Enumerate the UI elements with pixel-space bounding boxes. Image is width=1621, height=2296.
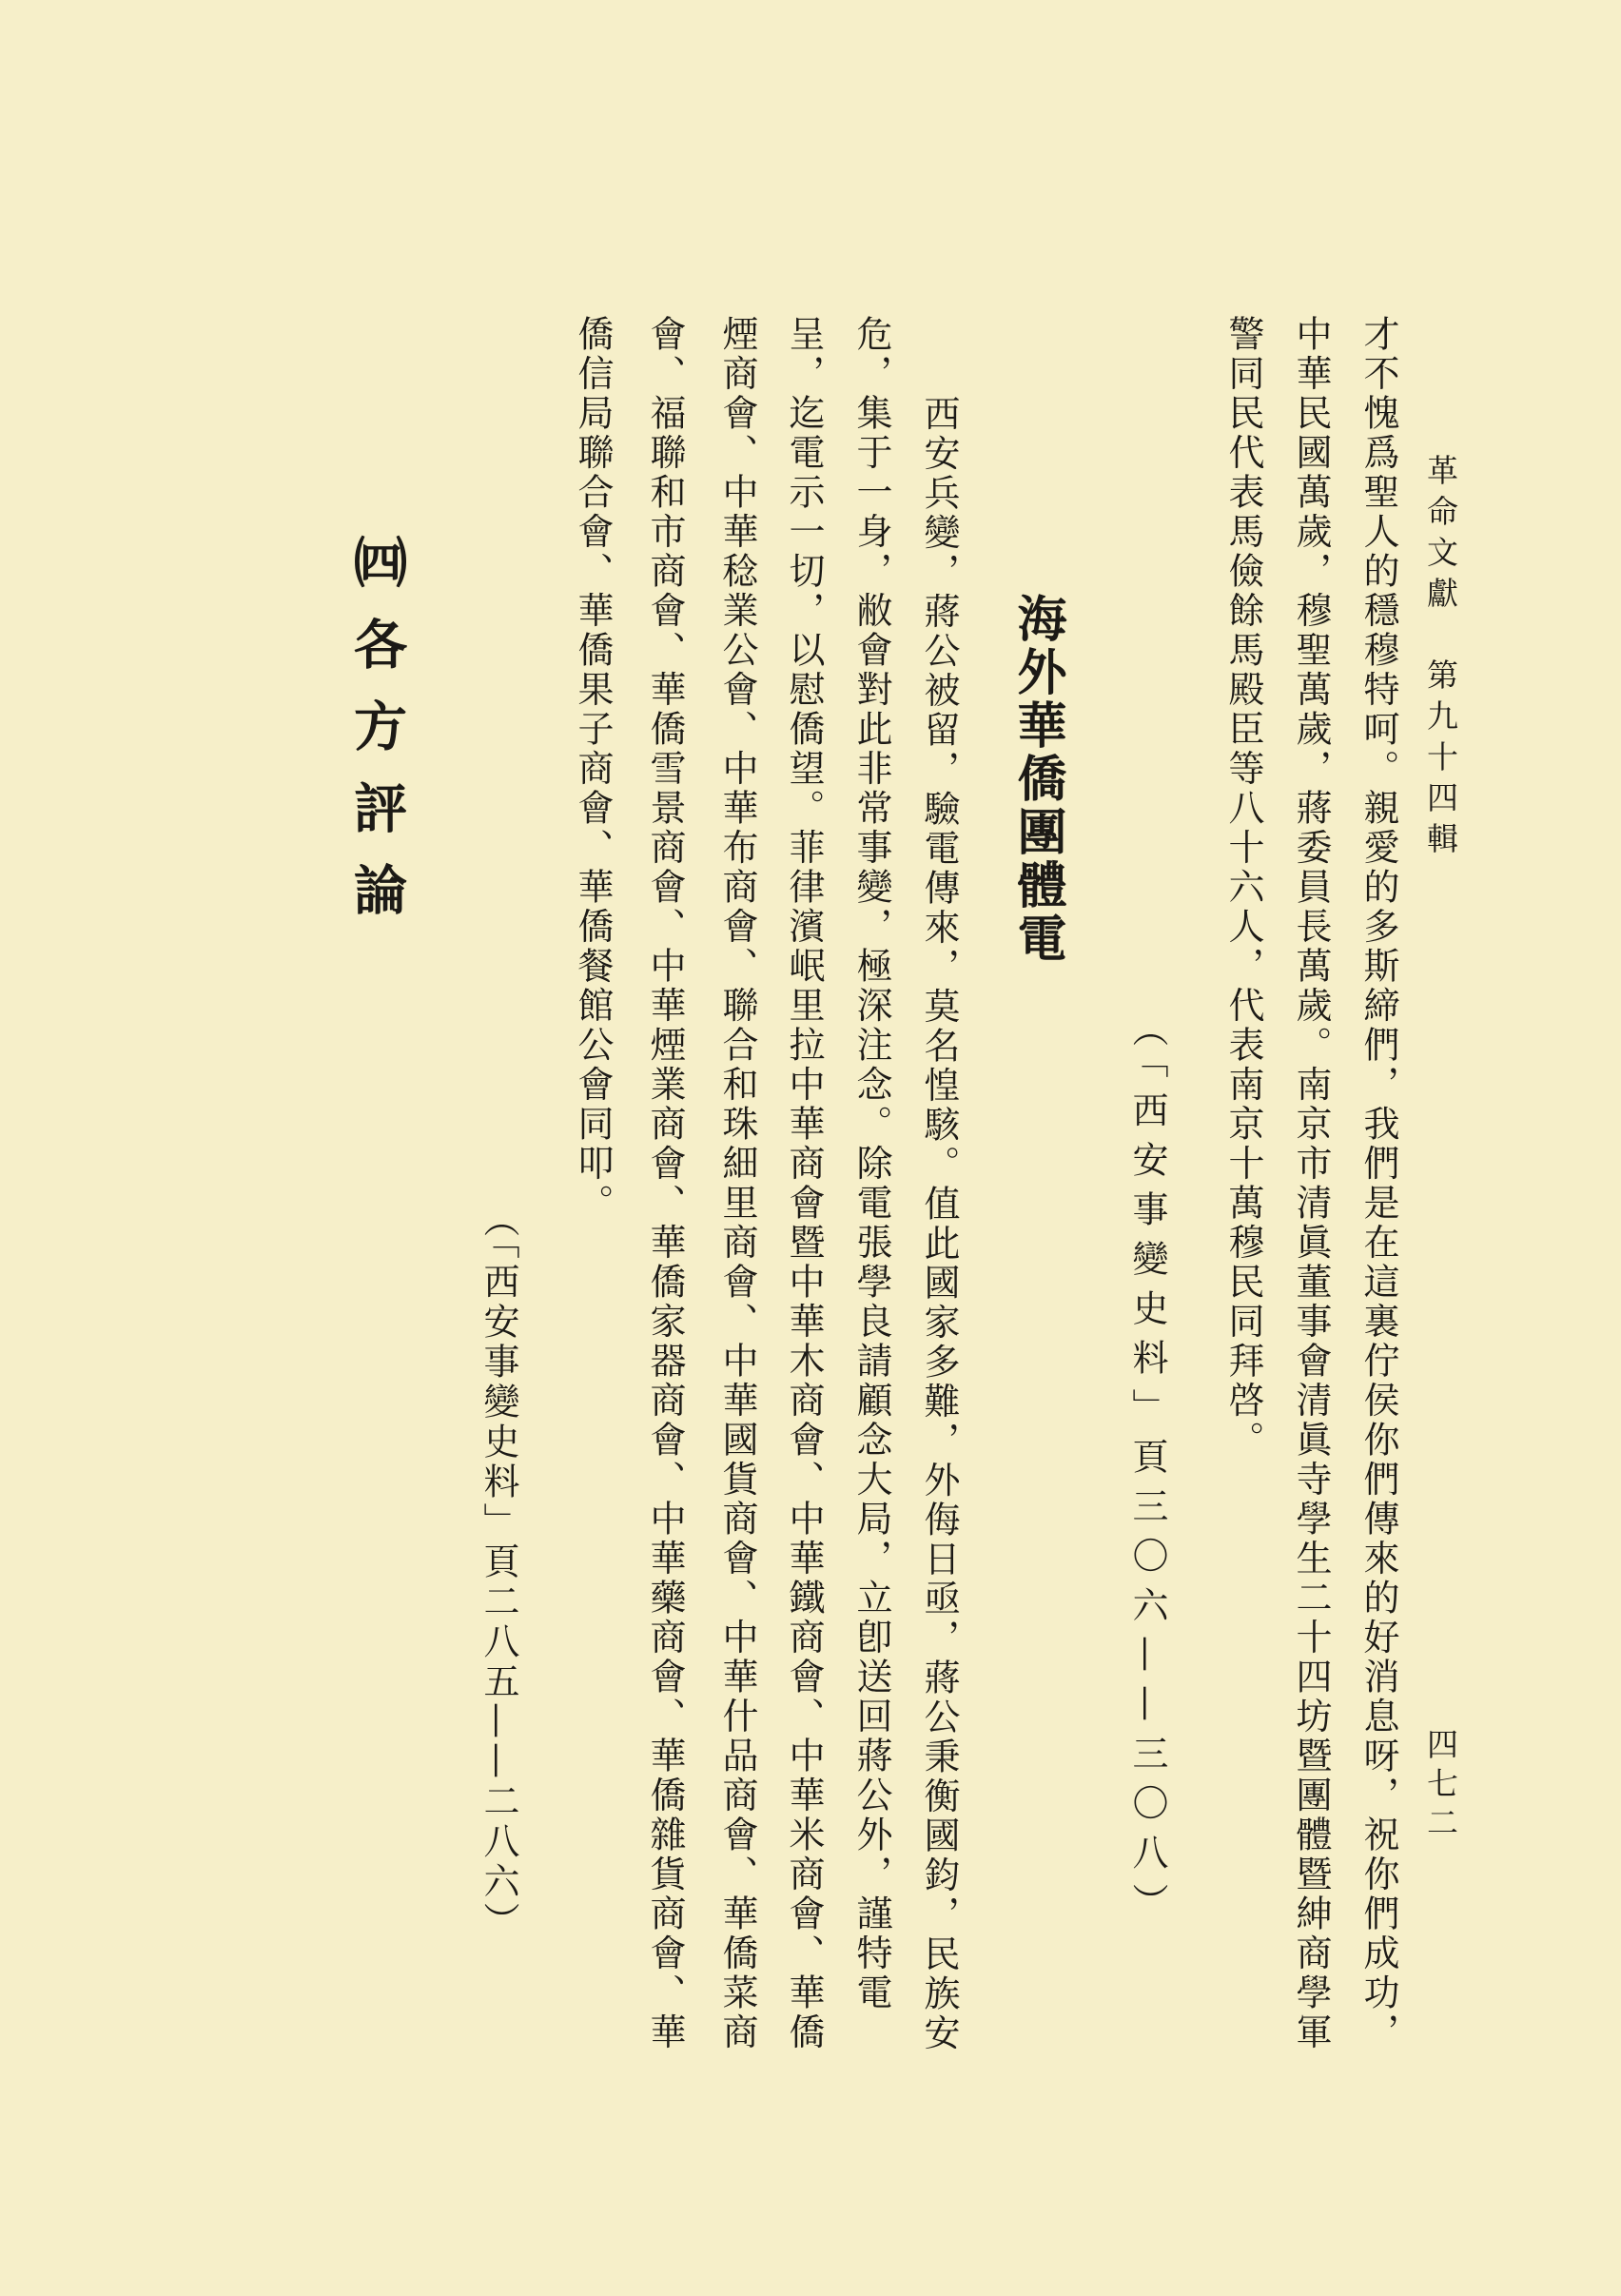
text-column: 西安兵變，蔣公被留，驗電傳來，莫名惶駭。值此國家多難，外侮日亟，蔣公秉衡國鈞，民族安 — [918, 395, 960, 2053]
text-column: 呈，迄電示一切，以慰僑望。菲律濱岷里拉中華商會暨中華木商會、中華鐵商會、中華米商會、華僑 — [783, 315, 825, 2052]
text-column: 僑信局聯合會、華僑果子商會、華僑餐館公會同叩。 — [572, 315, 614, 1224]
section-title: 海外華僑團體電 — [1008, 593, 1066, 966]
text-column: 中華民國萬歲，穆聖萬歲，蔣委員長萬歲。南京市清眞董事會清眞寺學生二十四坊暨團體暨紳商學軍 — [1290, 315, 1332, 2052]
text-column: 煙商會、中華稔業公會、中華布商會、聯合和珠細里商會、中華國貨商會、中華什品商會、華僑菜商 — [716, 315, 758, 2052]
source-citation: （「西安事變史料」頁三〇六——三〇八） — [1126, 1011, 1168, 1933]
running-header: 革命文獻 第九十四輯 — [1422, 454, 1459, 863]
text-column: 警同民代表馬儉餘馬殿臣等八十六人，代表南京十萬穆民同拜啓。 — [1222, 315, 1264, 1461]
text-column: 會、福聯和市商會、華僑雪景商會、中華煙業商會、華僑家器商會、中華藥商會、華僑雜貨商會、華 — [644, 315, 686, 2052]
chapter-heading: ㈣各方評論 — [345, 535, 408, 944]
text-column: 才不愧爲聖人的穩穆特呵。親愛的多斯締們，我們是在這裏佇侯你們傳來的好消息呀，祝你們成功， — [1357, 315, 1399, 2052]
source-citation: （「西安事變史料」頁二八五——二八六） — [478, 1201, 519, 1942]
text-column: 危，集于一身，敝會對此非常事變，極深注念。除電張學良請顧念大局，立卽送回蔣公外，謹特電 — [850, 315, 892, 2013]
page-number: 四七二 — [1422, 1728, 1459, 1845]
